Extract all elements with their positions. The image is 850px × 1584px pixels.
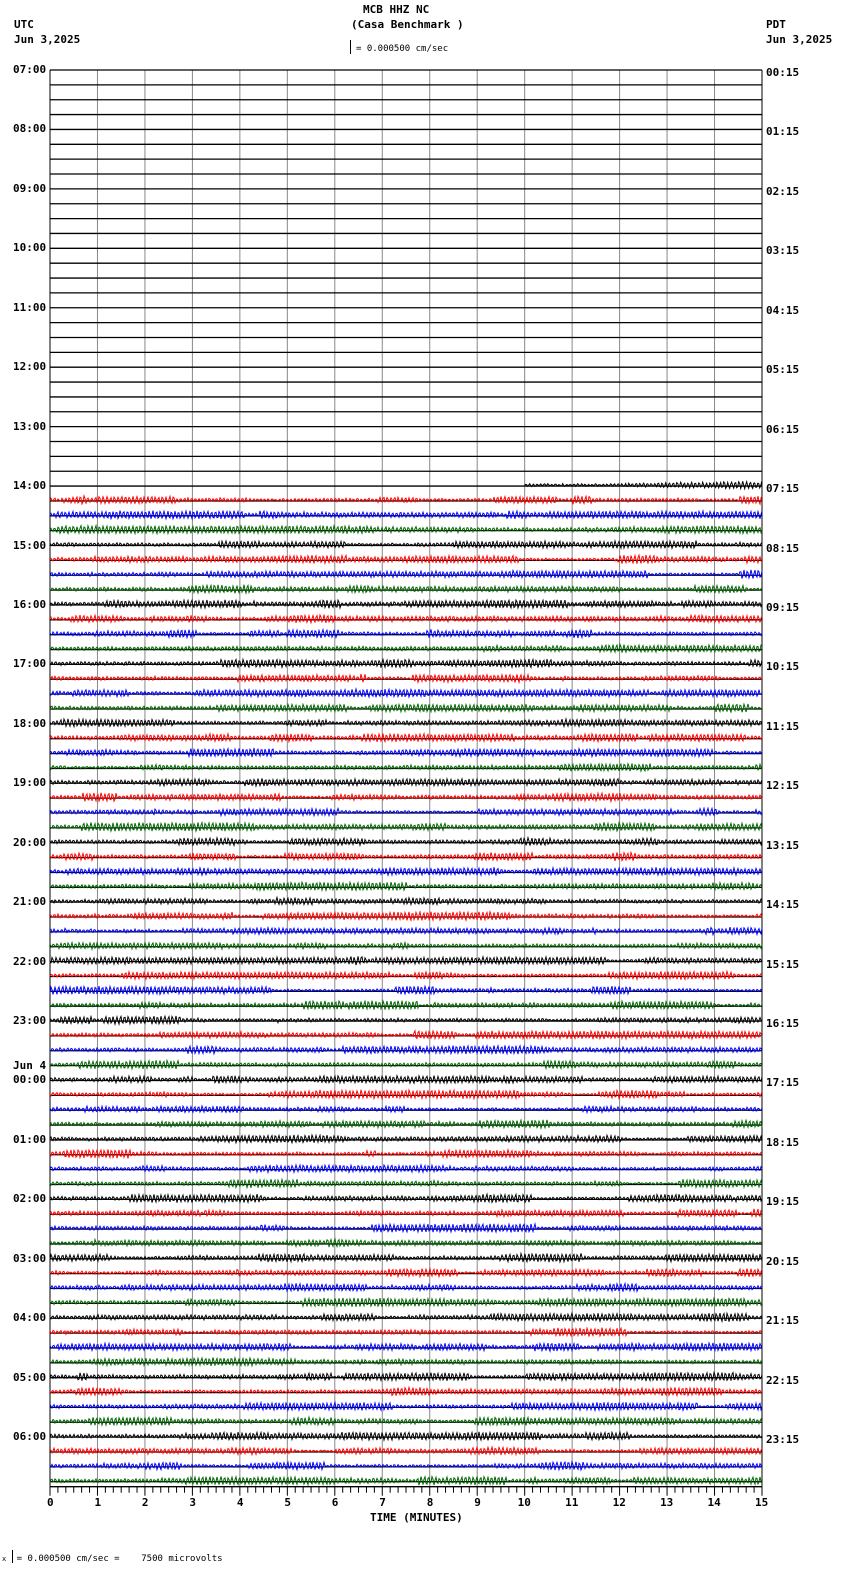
utc-hour-label: 03:00 [13,1251,47,1265]
seismic-trace [50,689,762,697]
seismic-trace [50,1060,762,1069]
x-tick-label: 13 [660,1495,674,1509]
x-tick-label: 12 [612,1495,626,1509]
day-change-label: Jun 4 [13,1059,47,1073]
x-tick-label: 11 [565,1495,579,1509]
seismic-trace [50,1343,762,1352]
seismic-trace [50,1387,762,1395]
pdt-hour-label: 05:15 [766,363,800,377]
seismic-trace [50,912,762,921]
seismic-trace [50,585,762,594]
seismic-trace [50,1313,762,1322]
left-timezone: UTC [14,18,34,31]
seismic-trace [50,1298,762,1307]
seismic-trace [50,927,762,935]
x-tick-label: 7 [379,1495,386,1509]
utc-hour-label: 00:00 [13,1073,47,1087]
utc-hour-label: 16:00 [13,597,47,611]
seismic-trace [50,674,762,683]
x-tick-label: 8 [426,1495,434,1509]
x-tick-label: 3 [189,1495,197,1509]
seismic-trace [50,838,762,846]
seismic-trace [50,853,762,861]
pdt-hour-label: 17:15 [766,1076,800,1090]
footer-scale-text: = 0.000500 cm/sec = 7500 microvolts [16,1554,223,1564]
pdt-hour-label: 20:15 [766,1254,800,1268]
seismic-trace [50,1477,762,1486]
x-tick-label: 14 [707,1495,721,1509]
x-tick-label: 9 [474,1495,481,1509]
seismic-trace [50,971,762,980]
pdt-hour-label: 10:15 [766,660,800,674]
pdt-hour-label: 15:15 [766,957,800,971]
seismic-trace [50,1358,762,1366]
seismic-trace [50,1149,762,1158]
seismic-trace [50,1209,762,1217]
utc-hour-label: 07:00 [13,63,47,76]
footer-scale-prefix: x [2,1555,7,1563]
pdt-hour-label: 22:15 [766,1373,800,1387]
seismic-trace [50,570,762,579]
utc-hour-label: 09:00 [13,181,47,195]
seismic-trace [50,1462,762,1470]
utc-hour-label: 05:00 [13,1370,47,1384]
x-tick-label: 0 [47,1495,54,1509]
utc-hour-label: 17:00 [13,657,47,671]
seismic-trace [525,481,762,488]
pdt-hour-label: 11:15 [766,719,800,733]
pdt-hour-label: 21:15 [766,1314,800,1328]
seismic-trace [50,1165,762,1172]
seismic-trace [50,1417,762,1426]
seismic-trace [50,1090,762,1099]
seismic-trace [50,511,762,519]
seismic-trace [50,986,762,994]
seismic-trace [50,1135,762,1143]
seismic-trace [50,1045,762,1054]
seismic-trace [50,867,762,875]
seismic-trace [50,882,762,891]
pdt-hour-label: 04:15 [766,303,800,317]
station-title: MCB HHZ NC [363,3,430,16]
seismic-trace [50,1194,762,1203]
seismic-trace [50,541,762,549]
utc-hour-label: 12:00 [13,360,47,374]
x-tick-label: 10 [517,1495,531,1509]
utc-hour-label: 18:00 [13,716,47,730]
seismic-trace [50,600,762,609]
utc-hour-label: 11:00 [13,300,47,314]
pdt-hour-label: 13:15 [766,838,800,852]
pdt-hour-label: 00:15 [766,66,800,79]
pdt-hour-label: 16:15 [766,1017,800,1031]
pdt-hour-label: 12:15 [766,779,800,793]
seismic-trace [50,808,762,815]
seismic-trace [50,1179,762,1188]
x-tick-label: 2 [141,1495,149,1509]
utc-hour-label: 08:00 [13,122,47,136]
x-axis-label: TIME (MINUTES) [370,1511,463,1524]
x-tick-label: 5 [284,1495,291,1509]
seismic-trace [50,1224,762,1233]
seismic-trace [50,778,762,786]
utc-hour-label: 13:00 [13,419,47,433]
seismic-trace [50,1283,762,1291]
seismic-trace [50,704,762,713]
right-date: Jun 3,2025 [766,33,833,46]
seismic-trace [50,1001,762,1010]
seismic-trace [50,659,762,668]
seismic-trace [50,1372,762,1381]
seismic-trace [50,748,762,757]
seismic-trace [50,943,762,950]
utc-hour-label: 22:00 [13,954,47,968]
seismic-trace [50,1269,762,1277]
seismic-trace [50,1031,762,1039]
utc-hour-label: 21:00 [13,895,47,909]
x-tick-label: 6 [331,1495,339,1509]
right-timezone: PDT [766,18,786,31]
seismic-trace [50,793,762,802]
pdt-hour-label: 03:15 [766,244,800,258]
seismic-trace [50,1239,762,1247]
utc-hour-label: 15:00 [13,538,47,552]
scale-text: = 0.000500 cm/sec [356,44,449,54]
x-tick-label: 4 [236,1495,244,1509]
pdt-hour-label: 19:15 [766,1195,800,1209]
seismic-trace [50,822,762,831]
pdt-hour-label: 02:15 [766,184,800,198]
seismic-trace [50,555,762,564]
utc-hour-label: 06:00 [13,1430,47,1444]
pdt-hour-label: 01:15 [766,125,800,139]
seismic-trace [50,1253,762,1262]
seismic-trace [50,898,762,905]
utc-hour-label: 14:00 [13,479,47,493]
seismic-trace [50,1432,762,1441]
seismic-trace [50,1120,762,1128]
pdt-hour-label: 14:15 [766,898,800,912]
seismic-trace [50,1328,762,1337]
pdt-hour-label: 07:15 [766,482,800,496]
seismic-trace [50,1402,762,1410]
seismic-trace [50,526,762,534]
seismic-trace [50,645,762,653]
utc-hour-label: 19:00 [13,776,47,790]
seismic-trace [50,1076,762,1084]
utc-hour-label: 10:00 [13,241,47,255]
seismic-trace [50,496,762,504]
seismic-trace [50,1447,762,1455]
station-subtitle: (Casa Benchmark ) [351,18,464,31]
utc-hour-label: 04:00 [13,1311,47,1325]
seismic-trace [50,1016,762,1024]
x-tick-label: 1 [94,1495,102,1509]
pdt-hour-label: 09:15 [766,600,800,614]
pdt-hour-label: 08:15 [766,541,800,555]
pdt-hour-label: 23:15 [766,1433,800,1447]
utc-hour-label: 20:00 [13,835,47,849]
seismic-trace [50,1106,762,1113]
utc-hour-label: 02:00 [13,1192,47,1206]
utc-hour-label: 01:00 [13,1132,47,1146]
seismic-trace [50,734,762,742]
utc-hour-label: 23:00 [13,1014,47,1028]
seismic-trace [50,615,762,623]
seismic-trace [50,764,762,772]
seismic-trace [50,956,762,965]
pdt-hour-label: 06:15 [766,422,800,436]
x-tick-label: 15 [755,1495,769,1509]
seismic-trace [50,719,762,727]
left-date: Jun 3,2025 [14,33,81,46]
seismic-trace [50,629,762,638]
pdt-hour-label: 18:15 [766,1135,800,1149]
